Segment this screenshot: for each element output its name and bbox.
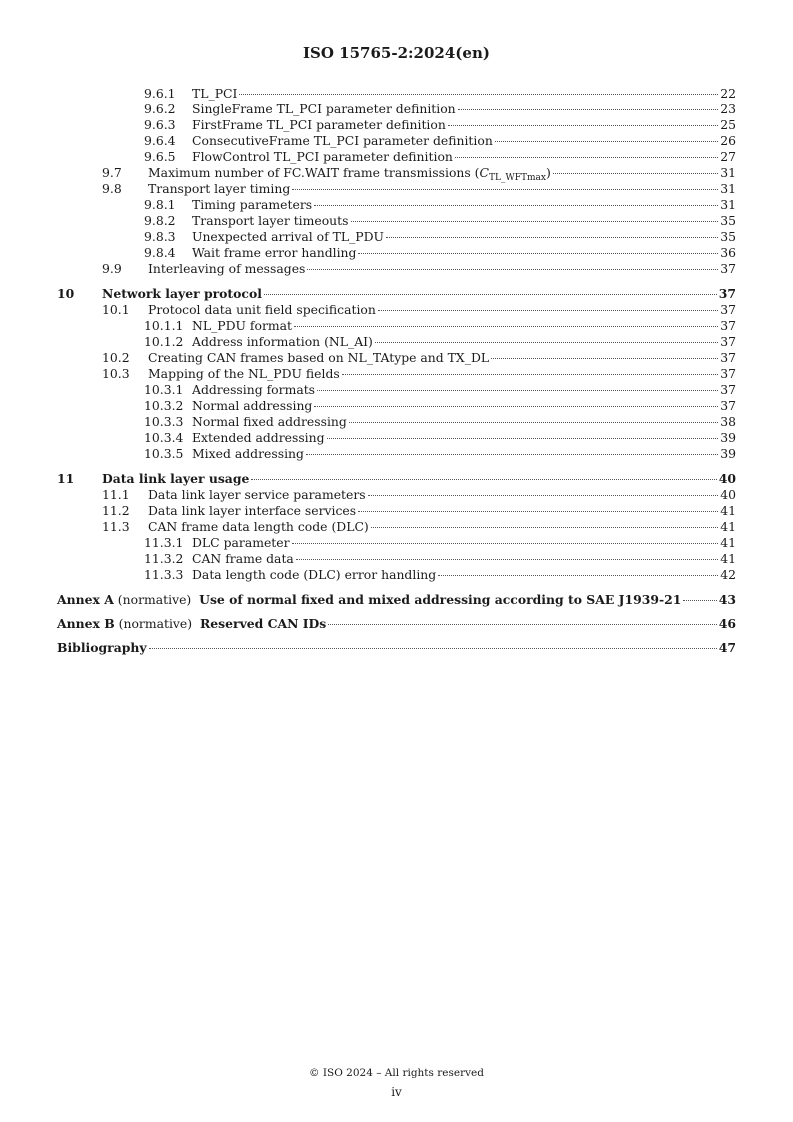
page-number: iv — [391, 1085, 402, 1099]
toc-title: Creating CAN frames based on NL_TAtype and TX_DL — [148, 350, 490, 365]
annex-type: (normative) — [117, 592, 192, 607]
toc-title: Data link layer service parameters — [148, 487, 366, 502]
toc-page: 37 — [720, 350, 736, 365]
leader-dots — [358, 242, 718, 254]
leader-dots — [378, 299, 718, 311]
toc-title-subscript: TL_WFTmax — [489, 173, 546, 183]
toc-title: CAN frame data length code (DLC) — [148, 519, 369, 534]
toc-number: 11.1 — [102, 487, 130, 502]
toc-number: 10 — [57, 286, 75, 301]
toc-number: 10.3.5 — [144, 446, 184, 461]
toc-entry-annex-a[interactable] — [57, 592, 736, 608]
toc-page: 37 — [720, 382, 736, 397]
toc-title: FlowControl TL_PCI parameter definition — [192, 149, 453, 164]
toc-page: 35 — [720, 213, 736, 228]
toc-number: 10.3 — [102, 366, 130, 381]
toc-page: 41 — [720, 519, 736, 534]
toc-title: Mixed addressing — [192, 446, 304, 461]
toc-page: 37 — [720, 318, 736, 333]
toc-title: Data link layer interface services — [148, 503, 357, 518]
leader-dots — [317, 379, 718, 391]
toc-number: 10.1 — [102, 302, 130, 317]
toc-number: 10.1.1 — [144, 318, 184, 333]
toc-page: 26 — [720, 133, 736, 148]
document-id-header: ISO 15765-2:2024(en) — [303, 44, 490, 62]
toc-number: 11.3 — [102, 519, 130, 534]
leader-dots — [386, 226, 718, 238]
toc-page: 37 — [718, 286, 736, 301]
leader-dots — [264, 283, 717, 295]
toc-title: DLC parameter — [192, 535, 290, 550]
toc-title: Bibliography — [57, 640, 147, 655]
leader-dots — [683, 589, 716, 601]
leader-dots — [458, 98, 719, 110]
toc-title: CAN frame data — [192, 551, 294, 566]
leader-dots — [553, 162, 718, 174]
leader-dots — [455, 146, 718, 158]
toc-title: Extended addressing — [192, 430, 325, 445]
toc-page: 43 — [718, 592, 736, 607]
toc-number: 9.6.4 — [144, 133, 176, 148]
toc-title-text: Maximum number of FC.WAIT frame transmissions ( — [148, 165, 480, 180]
toc-entry-9-9[interactable] — [102, 261, 736, 277]
toc-number: 10.2 — [102, 350, 130, 365]
toc-title — [57, 616, 326, 632]
toc-page: 37 — [720, 261, 736, 276]
toc-number: 11.3.2 — [144, 551, 184, 566]
leader-dots — [371, 516, 718, 528]
toc-page: 38 — [720, 414, 736, 429]
toc-title: Data link layer usage — [102, 471, 250, 486]
toc-page: 23 — [720, 101, 736, 116]
toc-entry-bibliography[interactable] — [57, 640, 736, 656]
toc-number: 9.6.3 — [144, 117, 176, 132]
toc-page: 31 — [720, 181, 736, 196]
toc-page: 41 — [720, 535, 736, 550]
toc-title-text: ) — [545, 165, 551, 180]
toc-page: 36 — [720, 245, 736, 260]
leader-dots — [314, 395, 718, 407]
leader-dots — [375, 331, 718, 343]
leader-dots — [306, 443, 718, 455]
toc-title: Unexpected arrival of TL_PDU — [192, 229, 385, 244]
toc-page: 35 — [720, 229, 736, 244]
toc-number: 10.3.3 — [144, 414, 184, 429]
toc-title: SingleFrame TL_PCI parameter definition — [192, 101, 456, 116]
toc-page: 25 — [720, 117, 736, 132]
leader-dots — [296, 548, 718, 560]
toc-page: 39 — [720, 430, 736, 445]
toc-title: ConsecutiveFrame TL_PCI parameter definition — [192, 133, 493, 148]
leader-dots — [491, 347, 718, 359]
toc-number: 9.6.5 — [144, 149, 176, 164]
toc-page: 31 — [720, 165, 736, 180]
annex-title: Reserved CAN IDs — [200, 616, 327, 631]
leader-dots — [292, 178, 718, 190]
toc-page: 27 — [720, 149, 736, 164]
toc-number: 10.3.1 — [144, 382, 184, 397]
toc-number: 10.3.4 — [144, 430, 184, 445]
copyright-footer: © ISO 2024 – All rights reserved — [309, 1067, 484, 1079]
leader-dots — [328, 613, 716, 625]
toc-title: Transport layer timing — [148, 181, 291, 196]
toc-title: NL_PDU format — [192, 318, 293, 333]
toc-number: 11.2 — [102, 503, 130, 518]
toc-title: Addressing formats — [192, 382, 316, 397]
annex-type: (normative) — [118, 616, 193, 631]
toc-page: 37 — [720, 366, 736, 381]
toc-number: 10.1.2 — [144, 334, 184, 349]
toc-title: Data length code (DLC) error handling — [192, 567, 437, 582]
toc-number: 11.3.1 — [144, 535, 184, 550]
leader-dots — [292, 532, 719, 544]
leader-dots — [327, 427, 719, 439]
leader-dots — [368, 484, 719, 496]
leader-dots — [495, 130, 718, 142]
toc-title: TL_PCI — [192, 86, 238, 101]
toc-number: 9.9 — [102, 261, 122, 276]
leader-dots — [448, 114, 718, 126]
toc-page: 40 — [720, 487, 736, 502]
toc-page: 37 — [720, 334, 736, 349]
toc-number: 9.6.1 — [144, 86, 176, 101]
toc-number: 9.8.4 — [144, 245, 176, 260]
toc-number: 10.3.2 — [144, 398, 184, 413]
toc-page: 37 — [720, 398, 736, 413]
toc-title: Normal addressing — [192, 398, 313, 413]
toc-number: 9.8.2 — [144, 213, 176, 228]
toc-entry-annex-b[interactable] — [57, 616, 736, 632]
leader-dots — [438, 564, 718, 576]
leader-dots — [358, 500, 718, 512]
leader-dots — [251, 468, 716, 480]
leader-dots — [351, 210, 719, 222]
leader-dots — [307, 258, 718, 270]
toc-title: Interleaving of messages — [148, 261, 306, 276]
toc-page: 41 — [720, 503, 736, 518]
toc-page: 37 — [720, 302, 736, 317]
toc-page: 42 — [720, 567, 736, 582]
toc-title: Wait frame error handling — [192, 245, 357, 260]
toc-page: 46 — [718, 616, 736, 631]
toc-entry-10-3-5[interactable] — [144, 446, 736, 462]
toc-number: 9.6.2 — [144, 101, 176, 116]
toc-title: Protocol data unit field specification — [148, 302, 376, 317]
leader-dots — [342, 363, 718, 375]
toc-title: Mapping of the NL_PDU fields — [148, 366, 340, 381]
toc-number: 11.3.3 — [144, 567, 184, 582]
toc-page: 22 — [720, 86, 736, 101]
toc-page: 47 — [718, 640, 736, 655]
toc-title: Address information (NL_AI) — [192, 334, 373, 349]
toc-number: 9.8.1 — [144, 197, 176, 212]
leader-dots — [314, 194, 718, 206]
toc-title: Network layer protocol — [102, 286, 262, 301]
toc-title: Normal fixed addressing — [192, 414, 347, 429]
toc-number: 11 — [57, 471, 75, 486]
toc-title: Transport layer timeouts — [192, 213, 349, 228]
leader-dots — [149, 637, 717, 649]
toc-number: 9.8 — [102, 181, 122, 196]
toc-number: 9.7 — [102, 165, 122, 180]
toc-title-variable: C — [479, 165, 489, 180]
toc-entry-11-3-3[interactable] — [144, 567, 736, 583]
leader-dots — [294, 315, 718, 327]
leader-dots — [239, 83, 718, 95]
toc-title: Timing parameters — [192, 197, 313, 212]
toc-title — [57, 592, 681, 608]
annex-label: Annex B — [57, 616, 115, 631]
toc-page: 31 — [720, 197, 736, 212]
toc-page: 41 — [720, 551, 736, 566]
annex-title: Use of normal fixed and mixed addressing according to SAE J1939-21 — [199, 592, 682, 607]
toc-page: 39 — [720, 446, 736, 461]
toc-number: 9.8.3 — [144, 229, 176, 244]
leader-dots — [349, 411, 718, 423]
annex-label: Annex A — [57, 592, 114, 607]
toc-page: 40 — [718, 471, 736, 486]
toc-title: FirstFrame TL_PCI parameter definition — [192, 117, 446, 132]
